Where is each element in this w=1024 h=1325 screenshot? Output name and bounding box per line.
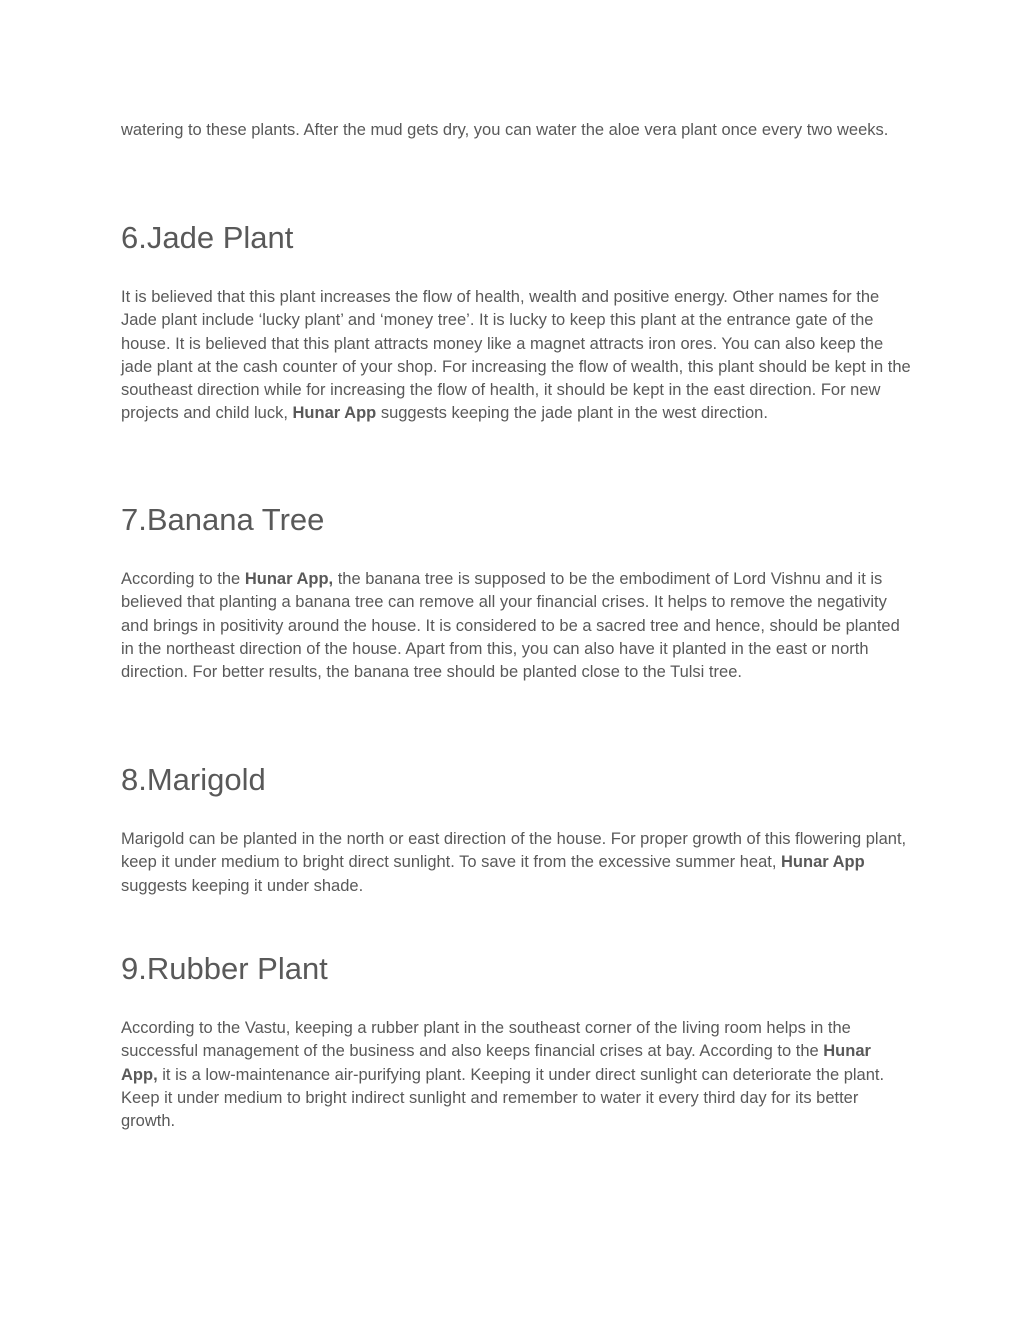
section-marigold-heading-block: [121, 762, 911, 798]
section-paragraph-marigold: [121, 828, 911, 898]
paragraph-text: it is a low-maintenance air-purifying plant. Keeping it under direct sunlight can deteriorate the plant. Keep it under medium to bright indirect sunlight and remember to water it every third day for its better growth.: [121, 1065, 885, 1131]
section-paragraph-rubber-plant: [121, 1017, 911, 1133]
paragraph-text: It is believed that this plant increases the flow of health, wealth and positive energy. Other names for the Jade plant include ‘lucky plant’ and ‘money tree’. It is lucky to keep this plant at the entrance gate of the house. It is believed that this plant attracts money like a magnet attracts iron ores. You can also keep the jade plant at the cash counter of your shop. For increasing the flow of wealth, this plant should be kept in the southeast direction while for increasing the flow of health, it should be kept in the east direction. For new projects and child luck,: [121, 288, 911, 423]
section-rubber-plant-body: [121, 1017, 911, 1133]
section-rubber-plant-heading-block: [121, 951, 911, 987]
section-paragraph-banana-tree: [121, 568, 911, 684]
paragraph-text: suggests keeping the jade plant in the west direction.: [376, 404, 768, 423]
intro-paragraph: watering to these plants. After the mud gets dry, you can water the aloe vera plant once every two weeks.: [121, 121, 889, 139]
section-marigold-body: [121, 828, 911, 898]
paragraph-text: suggests keeping it under shade.: [121, 876, 364, 895]
section-banana-tree-heading-block: [121, 502, 911, 538]
section-heading-marigold: 8.Marigold: [121, 762, 266, 797]
paragraph-text: Marigold can be planted in the north or east direction of the house. For proper growth of this flowering plant, keep it under medium to bright direct sunlight. To save it from the excessive summer heat,: [121, 830, 907, 872]
paragraph-text: According to the: [121, 570, 245, 588]
section-heading-banana-tree: 7.Banana Tree: [121, 502, 325, 537]
paragraph-text: According to the Vastu, keeping a rubber plant in the southeast corner of the living room helps in the successful management of the business and also keeps financial crises at bay. According to the: [121, 1019, 851, 1061]
intro-block: [121, 119, 911, 142]
brand-name-bold: Hunar App: [781, 853, 865, 872]
brand-name-bold: Hunar App,: [244, 570, 334, 588]
section-jade-plant-heading-block: [121, 220, 911, 256]
section-heading-rubber-plant: 9.Rubber Plant: [121, 951, 328, 986]
section-paragraph-jade-plant: [121, 286, 911, 426]
paragraph-text: the banana tree is supposed to be the embodiment of Lord Vishnu and it is believed that planting a banana tree can remove all your financial crises. It helps to remove the negativity and brings in positivity around the house. It is considered to be a sacred tree and hence, should be planted in the northeast direction of the house. Apart from this, you can also have it planted in the east or north direction. For better results, the banana tree should be planted close to the Tulsi tree.: [121, 570, 900, 682]
brand-name-bold: Hunar App: [292, 404, 377, 423]
section-heading-jade-plant: 6.Jade Plant: [121, 220, 294, 255]
section-jade-plant-body: [121, 286, 911, 426]
section-banana-tree-body: [121, 568, 911, 684]
brand-name-bold: Hunar App,: [121, 1042, 871, 1084]
